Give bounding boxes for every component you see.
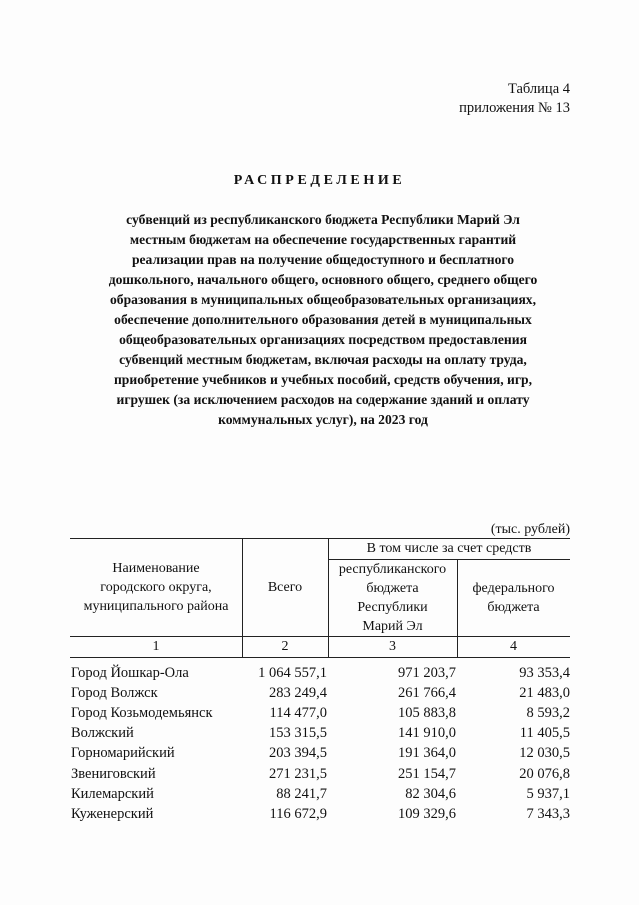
row-republic: 251 154,7 xyxy=(398,766,456,782)
header-republic-line: Республики xyxy=(357,599,428,615)
column-number: 3 xyxy=(389,639,396,654)
row-republic: 191 364,0 xyxy=(398,745,456,761)
row-federal: 8 593,2 xyxy=(526,705,570,721)
header-name-line: муниципального района xyxy=(83,598,229,614)
row-total: 1 064 557,1 xyxy=(258,665,327,681)
header-group: В том числе за счет средств xyxy=(366,541,532,556)
column-number: 2 xyxy=(281,639,289,654)
row-total: 116 672,9 xyxy=(269,806,327,822)
row-name: Звениговский xyxy=(71,766,156,782)
column-number: 4 xyxy=(510,639,517,654)
row-name: Горномарийский xyxy=(71,745,175,761)
row-name: Килемарский xyxy=(71,786,154,802)
row-federal: 21 483,0 xyxy=(519,685,570,701)
appendix-header xyxy=(459,80,570,118)
document-subtitle xyxy=(70,210,576,430)
table-label: Таблица 4 xyxy=(507,81,570,97)
header-name-line: городского округа, xyxy=(100,579,212,595)
header-name-line: Наименование xyxy=(112,560,200,576)
row-federal: 20 076,8 xyxy=(519,766,570,782)
subtitle-line: общеобразовательных организациях посредством предоставления xyxy=(119,332,527,347)
subtitle-line: обеспечение дополнительного образования детей в муниципальных xyxy=(114,312,532,327)
row-federal: 5 937,1 xyxy=(526,786,570,802)
header-republic-line: республиканского xyxy=(338,561,447,577)
row-name: Город Йошкар-Ола xyxy=(71,665,189,681)
column-number: 1 xyxy=(152,639,160,654)
subtitle-line: коммунальных услуг), на 2023 год xyxy=(218,412,428,427)
row-name: Город Козьмодемьянск xyxy=(71,705,213,721)
row-republic: 105 883,8 xyxy=(398,705,456,721)
subtitle-line: субвенций местным бюджетам, включая расходы на оплату труда, xyxy=(119,352,527,367)
row-name: Город Волжск xyxy=(71,685,158,701)
row-total: 283 249,4 xyxy=(269,685,327,701)
header-federal-line: бюджета xyxy=(487,599,540,615)
document-title: РАСПРЕДЕЛЕНИЕ xyxy=(233,173,406,188)
row-federal: 11 405,5 xyxy=(519,725,570,741)
row-name: Волжский xyxy=(71,725,134,741)
row-total: 114 477,0 xyxy=(269,705,327,721)
subtitle-line: субвенций из республиканского бюджета Республики Марий Эл xyxy=(126,212,520,227)
row-republic: 109 329,6 xyxy=(398,806,456,822)
row-republic: 141 910,0 xyxy=(398,725,456,741)
row-total: 153 315,5 xyxy=(269,725,327,741)
row-federal: 7 343,3 xyxy=(526,806,570,822)
header-republic-line: бюджета xyxy=(366,580,419,596)
subtitle-line: образования в муниципальных общеобразовательных организациях, xyxy=(110,292,536,307)
row-federal: 93 353,4 xyxy=(519,665,570,681)
row-republic: 261 766,4 xyxy=(398,685,456,701)
row-federal: 12 030,5 xyxy=(519,745,570,761)
header-federal xyxy=(457,559,570,636)
subtitle-line: приобретение учебников и учебных пособий, средств обучения, игр, xyxy=(113,372,533,387)
row-republic: 82 304,6 xyxy=(405,786,456,802)
subtitle-line: местным бюджетам на обеспечение государственных гарантий xyxy=(129,232,517,247)
number-row-bottom-border xyxy=(70,657,570,658)
header-name xyxy=(70,538,242,636)
subtitle-line: дошкольного, начального общего, основного общего, среднего общего xyxy=(108,272,538,287)
header-total: Всего xyxy=(267,579,303,595)
header-republic-line: Марий Эл xyxy=(362,618,423,634)
header-federal-line: федерального xyxy=(472,580,555,596)
header-republic xyxy=(328,559,457,636)
units-label: (тыс. рублей) xyxy=(490,522,570,537)
appendix-label: приложения № 13 xyxy=(459,100,570,116)
subtitle-line: реализации прав на получение общедоступного и бесплатного xyxy=(131,252,515,267)
row-name: Куженерский xyxy=(71,806,154,822)
row-republic: 971 203,7 xyxy=(398,665,456,681)
row-total: 271 231,5 xyxy=(269,766,327,782)
row-total: 88 241,7 xyxy=(276,786,327,802)
subtitle-line: игрушек (за исключением расходов на содержание зданий и оплату xyxy=(116,392,530,407)
row-total: 203 394,5 xyxy=(269,745,327,761)
